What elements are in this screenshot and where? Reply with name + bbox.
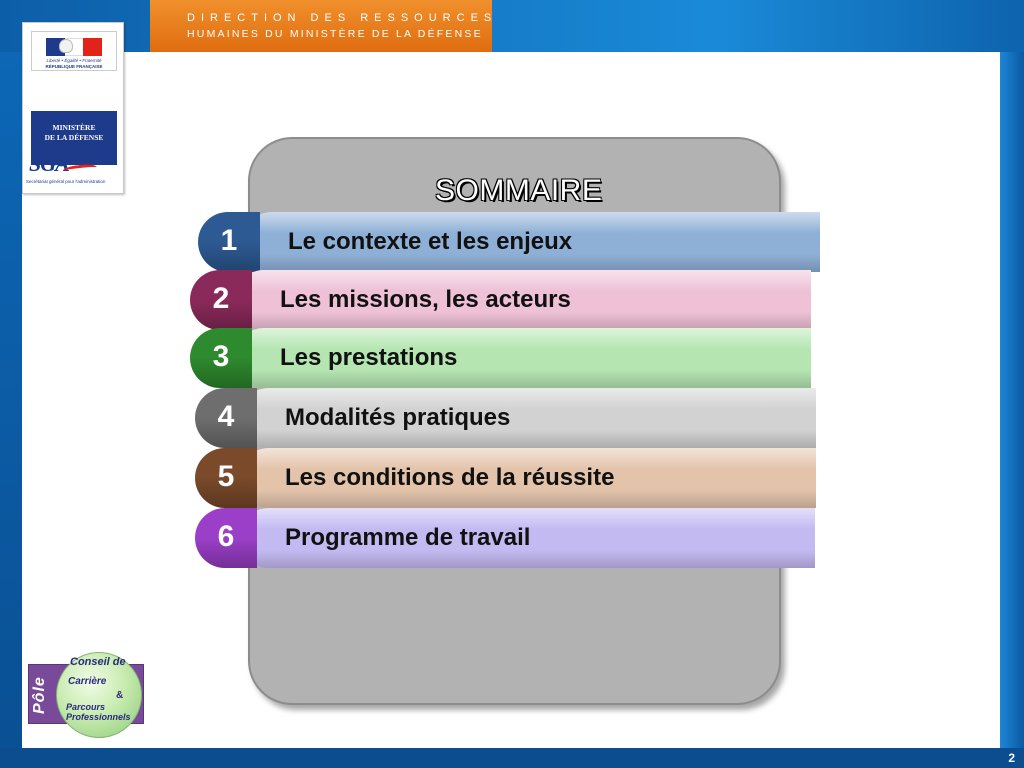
pole-line4: Professionnels (66, 712, 131, 722)
summary-title: SOMMAIRE (435, 174, 603, 207)
summary-item-label: Les missions, les acteurs (280, 286, 571, 313)
page-number: 2 (1008, 751, 1015, 765)
summary-item[interactable] (195, 388, 816, 448)
summary-item[interactable] (195, 508, 815, 568)
summary-item[interactable] (190, 328, 811, 388)
republique-text: RÉPUBLIQUE FRANÇAISE (45, 64, 103, 69)
ministere-line2: DE LA DÉFENSE (44, 133, 104, 142)
marianne-logo (31, 31, 117, 71)
summary-item[interactable] (198, 212, 820, 272)
marianne-profile-icon (59, 39, 73, 53)
ministere-line1: MINISTÈRE (52, 123, 96, 132)
devise-text: Liberté • Égalité • Fraternité (46, 58, 102, 63)
summary-item-label: Programme de travail (285, 524, 531, 551)
summary-item-number: 3 (212, 340, 230, 373)
summary-item[interactable] (190, 270, 811, 330)
sga-logo-text: SGA (29, 151, 69, 176)
flag-red-stripe (83, 38, 102, 56)
summary-item-number: 5 (217, 460, 235, 493)
header-title-line1: DIRECTION DES RESSOURCES (187, 12, 498, 24)
pole-line1: Conseil de (70, 656, 126, 668)
ministry-logo (22, 22, 124, 194)
header-orange-band (150, 0, 492, 52)
summary-item-number: 1 (220, 224, 238, 257)
summary-item-number: 4 (217, 400, 235, 433)
pole-lines3-4 (66, 702, 131, 722)
summary-item[interactable] (195, 448, 816, 508)
summary-item-number: 2 (212, 282, 230, 315)
pole-line2: Carrière (68, 676, 107, 687)
right-edge-band (1000, 52, 1024, 752)
pole-line3: Parcours (66, 702, 106, 712)
summary-item-label: Les prestations (280, 344, 458, 371)
summary-item-number: 6 (217, 520, 235, 553)
summary-item-label: Modalités pratiques (285, 404, 511, 431)
ministere-text (31, 123, 117, 143)
summary-item-label: Le contexte et les enjeux (288, 228, 573, 255)
pole-text: Pôle (31, 676, 48, 714)
pole-ampersand: & (116, 690, 124, 701)
header-title-line2: HUMAINES DU MINISTÈRE DE LA DÉFENSE (187, 28, 483, 40)
summary-item-label: Les conditions de la réussite (285, 464, 615, 491)
sga-subtitle: Secrétariat général pour l'administration (26, 179, 106, 184)
footer-bar (0, 748, 1024, 768)
